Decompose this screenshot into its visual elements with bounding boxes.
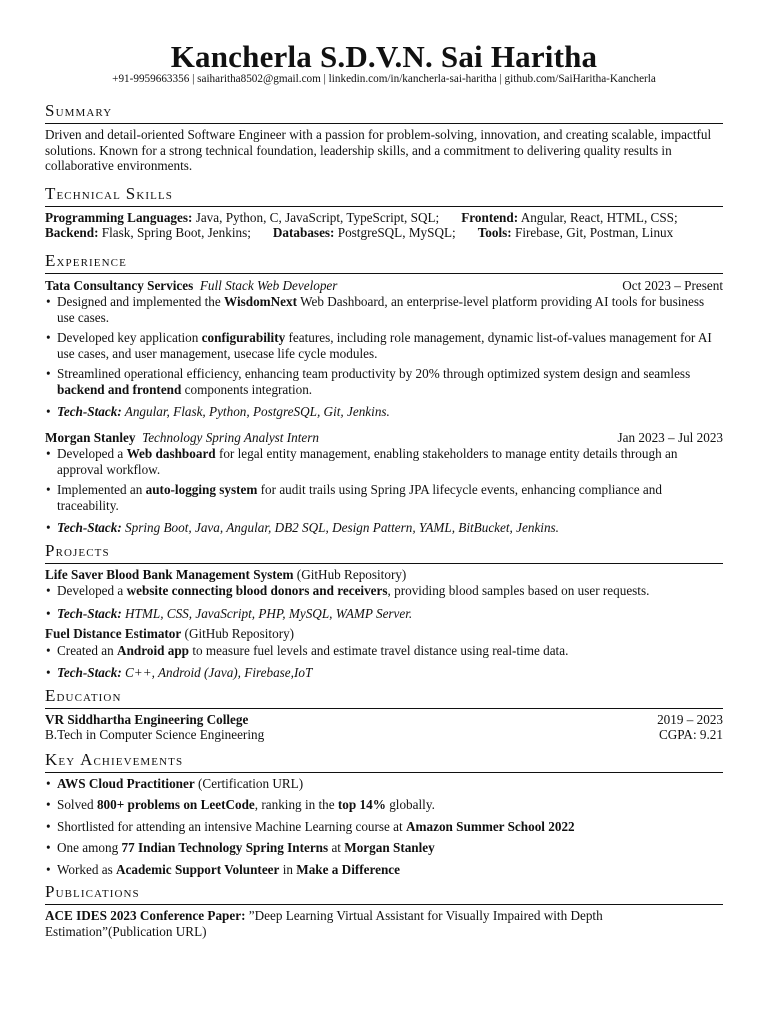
job-role: Technology Spring Analyst Intern [142, 429, 320, 445]
skills-heading: Technical Skills [45, 185, 723, 207]
list-item: • Developed key application configurability features, including role management, dynamic list-of-values management for AI use cases, and user management, usecase life cycle modules. [45, 330, 723, 361]
summary-heading: Summary [45, 102, 723, 124]
projects-section [45, 542, 723, 681]
tech-stack-item: • Tech-Stack: C++, Android (Java), Firebase,IoT [45, 665, 723, 681]
achievements-heading: Key Achievements [45, 751, 723, 773]
list-item: • Created an Android app to measure fuel levels and estimate travel distance using real-time data. [45, 643, 723, 659]
project-title-blood-bank: Life Saver Blood Bank Management System (GitHub Repository) [45, 566, 407, 582]
skill-frontend: Frontend: Angular, React, HTML, CSS; [461, 209, 678, 225]
education-heading: Education [45, 687, 723, 709]
projects-heading: Projects [45, 542, 723, 564]
achievements-section [45, 751, 723, 878]
job-header-morgan [45, 430, 723, 446]
publication-entry: ACE IDES 2023 Conference Paper: ”Deep Learning Virtual Assistant for Visually Impaired with Depth Estimation”(Publication URL) [45, 908, 603, 939]
list-item: • Shortlisted for attending an intensive Machine Learning course at Amazon Summer School 2022 [45, 819, 723, 835]
education-row-2 [45, 727, 723, 743]
skills-row-2 [45, 225, 723, 241]
job-company: Tata Consultancy Services [45, 277, 194, 293]
experience-heading: Experience [45, 252, 723, 274]
project-bullets-blood-bank [45, 583, 723, 621]
school-name: VR Siddhartha Engineering College [45, 711, 249, 727]
job-company: Morgan Stanley [45, 429, 136, 445]
job-role: Full Stack Web Developer [199, 277, 338, 293]
project-title-fuel: Fuel Distance Estimator (GitHub Repository) [45, 626, 295, 641]
list-item: • Streamlined operational efficiency, enhancing team productivity by 20% through optimized system design and seamless backend and frontend components integration. [45, 366, 723, 397]
skill-databases: Databases: PostgreSQL, MySQL; [272, 225, 456, 240]
candidate-name: Kancherla S.D.V.N. Sai Haritha [170, 39, 598, 74]
skill-tools: Tools: Firebase, Git, Postman, Linux [477, 225, 674, 240]
publications-section [45, 883, 723, 939]
education-section [45, 687, 723, 743]
skills-row-1 [45, 210, 723, 226]
skills-section [45, 185, 723, 241]
skill-backend: Backend: Flask, Spring Boot, Jenkins; [45, 225, 251, 240]
list-item: • Designed and implemented the WisdomNext Web Dashboard, an enterprise-level platform providing AI tools for business use cases. [45, 294, 723, 325]
skill-languages: Programming Languages: Java, Python, C, JavaScript, TypeScript, SQL; [45, 209, 440, 225]
achievements-list [45, 776, 723, 878]
list-item: • One among 77 Indian Technology Spring Interns at Morgan Stanley [45, 840, 723, 856]
list-item: • Solved 800+ problems on LeetCode, ranking in the top 14% globally. [45, 797, 723, 813]
list-item: • Developed a Web dashboard for legal entity management, enabling stakeholders to manage entity details through an approval workflow. [45, 446, 723, 477]
job-dates: Jan 2023 – Jul 2023 [617, 429, 723, 445]
tech-stack-item: • Tech-Stack: Spring Boot, Java, Angular, DB2 SQL, Design Pattern, YAML, BitBucket, Jenkins. [45, 520, 723, 536]
summary-section [45, 102, 723, 174]
tech-stack-item: • Tech-Stack: HTML, CSS, JavaScript, PHP, MySQL, WAMP Server. [45, 606, 723, 622]
job-header-tcs [45, 278, 723, 294]
education-years: 2019 – 2023 [657, 711, 723, 727]
experience-section [45, 252, 723, 536]
contact-line: +91-9959663356 | saiharitha8502@gmail.com | linkedin.com/in/kancherla-sai-haritha | github.com/SaiHaritha-Kancherla [112, 73, 656, 85]
repo-link[interactable]: (GitHub Repository) [293, 566, 407, 582]
degree: B.Tech in Computer Science Engineering [45, 727, 265, 742]
publications-heading: Publications [45, 883, 723, 905]
tech-stack-item: • Tech-Stack: Angular, Flask, Python, PostgreSQL, Git, Jenkins. [45, 404, 723, 420]
job-dates: Oct 2023 – Present [622, 277, 723, 293]
repo-link[interactable]: (GitHub Repository) [181, 626, 295, 641]
project-bullets-fuel [45, 643, 723, 681]
job-bullets-tcs [45, 294, 723, 420]
summary-text: Driven and detail-oriented Software Engineer with a passion for problem-solving, innovation, and creating scalable, impactful solutions. Known for a strong technical foundation, leadership skills, and a commitment to delivering quality results in collaborative environments. [45, 127, 712, 173]
list-item: • Worked as Academic Support Volunteer in Make a Difference [45, 862, 723, 878]
cgpa: CGPA: 9.21 [658, 727, 723, 742]
job-bullets-morgan [45, 446, 723, 536]
list-item: • Developed a website connecting blood donors and receivers, providing blood samples based on user requests. [45, 583, 723, 599]
resume-page [45, 0, 723, 939]
list-item: • AWS Cloud Practitioner (Certification URL) [45, 776, 723, 792]
education-row-1 [45, 712, 723, 728]
list-item: • Implemented an auto-logging system for audit trails using Spring JPA lifecycle events, enhancing compliance and traceability. [45, 482, 723, 513]
